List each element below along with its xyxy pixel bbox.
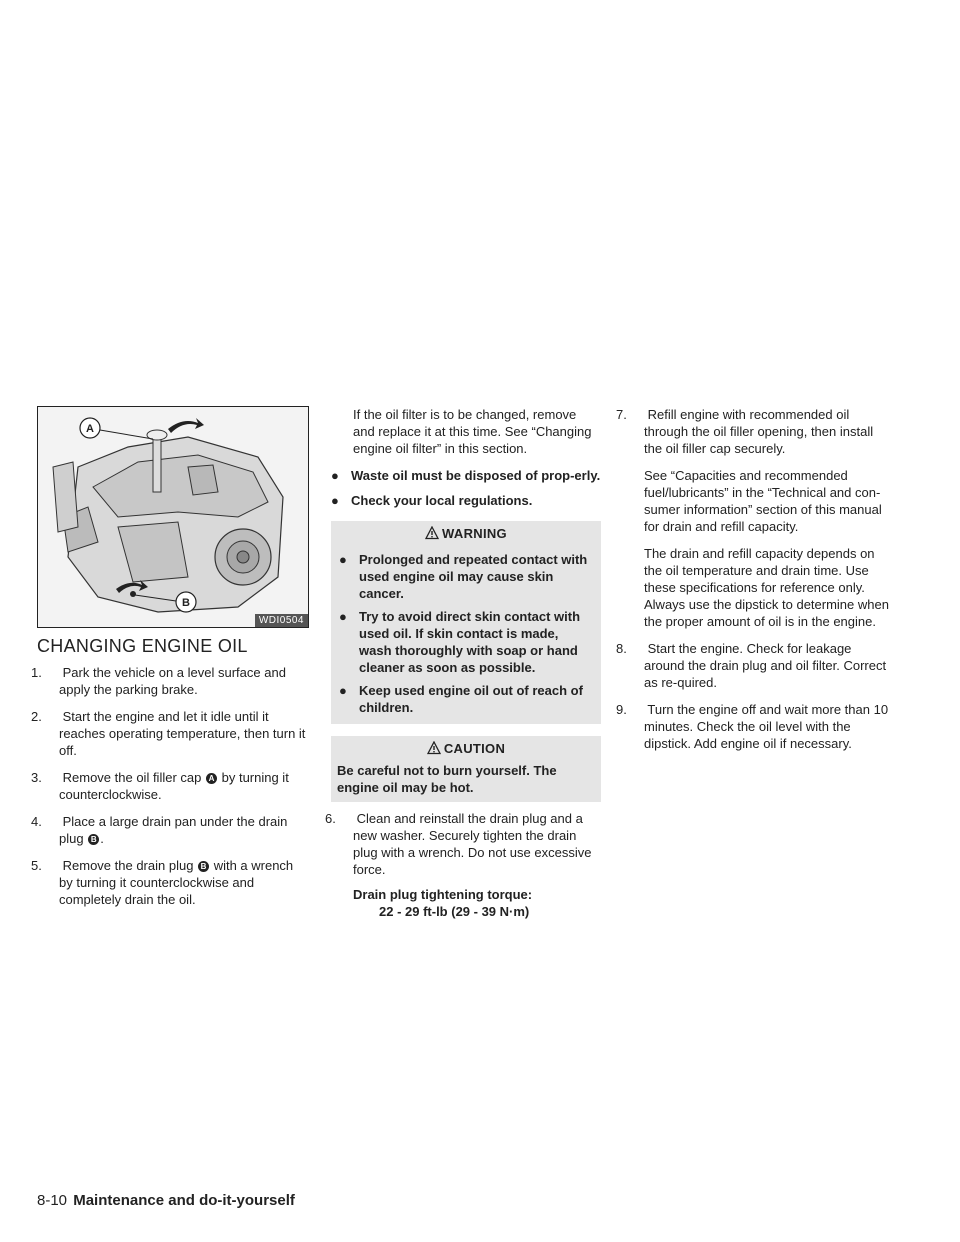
- caution-box: [331, 736, 601, 802]
- column-1: [31, 664, 309, 918]
- step-2: 2. Start the engine and let it idle until it reaches operating temperature, then turn it off.: [31, 709, 306, 758]
- step-3: 3. Remove the oil filler cap A by turning it counterclockwise.: [31, 770, 289, 802]
- step-7: 7. Refill engine with recommended oil through the oil filler opening, then install the oil filler cap securely.: [616, 407, 874, 456]
- torque-label: Drain plug tightening torque:: [353, 887, 533, 902]
- warning-icon: [425, 526, 439, 540]
- caution-icon: [427, 741, 441, 755]
- warning-item: ● Keep used engine oil out of reach of children.: [339, 683, 583, 715]
- filter-note: If the oil filter is to be changed, remove and replace it at this time. See “Changing engine oil filter” in this section.: [353, 407, 592, 456]
- warning-item: ● Try to avoid direct skin contact with used oil. If skin contact is made, wash thoroughly with soap or hand cleaner as soon as possible.: [339, 609, 581, 675]
- page-footer: [37, 1192, 295, 1209]
- bullet-waste-oil: ● Waste oil must be disposed of prop-erly.: [331, 468, 601, 483]
- caution-text: Be careful not to burn yourself. The engine oil may be hot.: [337, 763, 557, 795]
- step-5: 5. Remove the drain plug B with a wrench by turning it counterclockwise and completely drain the oil.: [31, 858, 294, 907]
- callout-b-label: B: [182, 597, 190, 609]
- torque-value: 22 - 29 ft-lb (29 - 39 N·m): [379, 904, 530, 919]
- warning-header: [331, 521, 601, 545]
- callout-a-label: A: [86, 423, 94, 435]
- bullet-regulations: ● Check your local regulations.: [331, 493, 533, 508]
- capacity-note: See “Capacities and recommended fuel/lubricants” in the “Technical and con-sumer information” section of this manual for drain and refill capacity.: [644, 468, 882, 534]
- step-1: 1. Park the vehicle on a level surface and apply the parking brake.: [31, 665, 286, 697]
- warning-box: [331, 521, 601, 724]
- step-8: 8. Start the engine. Check for leakage around the drain plug and oil filter. Correct as re-quired.: [616, 641, 887, 690]
- section-title: CHANGING ENGINE OIL: [37, 636, 248, 656]
- chapter-title: Maintenance and do-it-yourself: [73, 1192, 295, 1209]
- engine-figure: [37, 406, 309, 628]
- figure-code: WDI0504: [255, 614, 308, 627]
- step-6: 6. Clean and reinstall the drain plug and a new washer. Securely tighten the drain plug with a wrench. Do not use excessive force.: [325, 811, 592, 877]
- page-number: 8-10: [37, 1192, 68, 1209]
- warning-title: WARNING: [442, 525, 507, 541]
- caution-header: [331, 736, 601, 760]
- column-3: [616, 406, 894, 762]
- step-9: 9. Turn the engine off and wait more than 10 minutes. Check the oil level with the dipstick. Add engine oil if necessary.: [616, 702, 889, 751]
- warning-item: ● Prolonged and repeated contact with used engine oil may cause skin cancer.: [339, 552, 588, 601]
- step-4: 4. Place a large drain pan under the drain plug B .: [31, 814, 288, 846]
- caution-title: CAUTION: [443, 740, 506, 756]
- marker-b-icon: B: [88, 834, 99, 845]
- engine-illustration: [38, 407, 308, 627]
- column-2: [325, 406, 601, 920]
- marker-b-icon: B: [198, 861, 209, 872]
- marker-a-icon: A: [206, 773, 217, 784]
- capacity-detail-note: The drain and refill capacity depends on the oil temperature and drain time. Use these specifications for reference only. Always use the dipstick to determine when the proper amount of oil is in the engine.: [644, 546, 889, 629]
